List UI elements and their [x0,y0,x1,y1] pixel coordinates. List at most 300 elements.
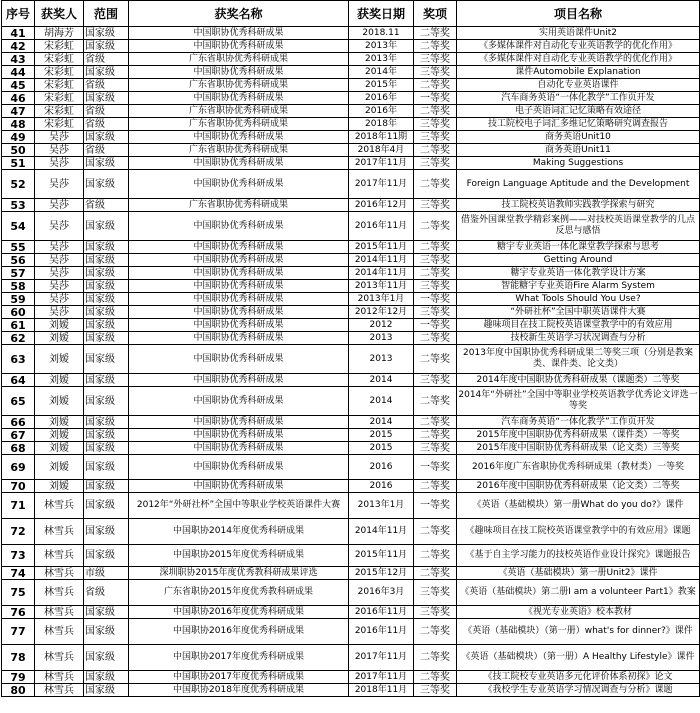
table-row [2,170,700,199]
cell-award: 广东省职协2015年度优秀教科研成果 [129,580,349,606]
cell-date: 2015 [349,442,414,455]
table-row [2,280,700,293]
cell-level: 国家级 [84,306,129,319]
cell-project: 技工院校英语教师实践教学探索与研究 [457,199,700,212]
cell-level: 国家级 [84,241,129,254]
cell-winner: 宋彩虹 [35,105,84,118]
cell-project: 汽车商务英语“一体化教学”工作页开发 [457,416,700,429]
cell-no: 66 [2,416,35,429]
table-row [2,254,700,267]
cell-winner: 刘嫒 [35,319,84,332]
cell-award: 广东省职协优秀科研成果 [129,105,349,118]
cell-project: 自动化专业英语课件 [457,79,700,92]
cell-project: 《趣味项目在技工院校英语课堂教学中的有效应用》课题 [457,519,700,545]
table-row [2,306,700,319]
cell-winner: 刘嫒 [35,332,84,345]
cell-award: 中国职协优秀科研成果 [129,267,349,280]
cell-winner: 吴莎 [35,293,84,306]
cell-project: Getting Around [457,254,700,267]
cell-level: 国家级 [84,645,129,671]
cell-no: 63 [2,345,35,374]
cell-no: 70 [2,480,35,493]
cell-level: 国家级 [84,684,129,697]
table-row [2,267,700,280]
cell-winner: 吴莎 [35,170,84,199]
header-project: 项目名称 [457,1,700,27]
cell-project: 2016年度中国职协优秀科研成果（论文类）二等奖 [457,480,700,493]
cell-award: 中国职协优秀科研成果 [129,480,349,493]
cell-project: 智能糖宇专业英语Fire Alarm System [457,280,700,293]
cell-rank: 二等奖 [414,144,457,157]
cell-award: 中国职协优秀科研成果 [129,293,349,306]
cell-no: 52 [2,170,35,199]
cell-project: 实用英语课件Unit2 [457,27,700,40]
awards-table [1,0,700,697]
cell-rank: 三等奖 [414,53,457,66]
table-row [2,545,700,567]
cell-no: 50 [2,144,35,157]
cell-date: 2013年1月 [349,493,414,519]
cell-project: 借鉴外国课堂教学精彩案例——对技校英语课堂教学的几点反思与感悟 [457,212,700,241]
cell-date: 2016年3月 [349,580,414,606]
cell-project: 课件Automobile Explanation [457,66,700,79]
cell-level: 国家级 [84,267,129,280]
cell-winner: 刘嫒 [35,345,84,374]
cell-project: 《英语（基础模块）第一册What do you do?》课件 [457,493,700,519]
cell-date: 2014年11月 [349,254,414,267]
table-row [2,493,700,519]
cell-date: 2016年 [349,105,414,118]
cell-project: 《英语（基础模块）第一册Unit2》课件 [457,567,700,580]
table-row [2,157,700,170]
cell-no: 64 [2,374,35,387]
table-row [2,131,700,144]
cell-winner: 胡海芳 [35,27,84,40]
table-row [2,79,700,92]
cell-rank: 二等奖 [414,241,457,254]
cell-level: 国家级 [84,293,129,306]
cell-winner: 林雪兵 [35,671,84,684]
table-row [2,387,700,416]
cell-winner: 刘嫒 [35,416,84,429]
cell-date: 2014 [349,416,414,429]
header-level: 范围 [84,1,129,27]
table-row [2,455,700,480]
cell-project: 2016年度广东省职协优秀科研成果（教材类）一等奖 [457,455,700,480]
cell-award: 中国职协优秀科研成果 [129,345,349,374]
cell-level: 国家级 [84,442,129,455]
cell-date: 2018年4月 [349,144,414,157]
cell-date: 2016年12月 [349,199,414,212]
table-row [2,92,700,105]
cell-date: 2015 [349,429,414,442]
cell-level: 国家级 [84,92,129,105]
header-date: 获奖日期 [349,1,414,27]
cell-level: 市级 [84,567,129,580]
cell-rank: 二等奖 [414,671,457,684]
cell-level: 国家级 [84,429,129,442]
cell-award: 广东省职协优秀科研成果 [129,144,349,157]
cell-award: 中国职协优秀科研成果 [129,212,349,241]
cell-award: 中国职协2015年度优秀科研成果 [129,545,349,567]
cell-rank: 二等奖 [414,332,457,345]
cell-rank: 三等奖 [414,199,457,212]
cell-level: 国家级 [84,66,129,79]
cell-award: 中国职协优秀科研成果 [129,254,349,267]
cell-award: 中国职协2016年度优秀科研成果 [129,606,349,619]
cell-level: 国家级 [84,671,129,684]
cell-no: 54 [2,212,35,241]
cell-winner: 林雪兵 [35,519,84,545]
cell-award: 中国职协优秀科研成果 [129,170,349,199]
header-no: 序号 [2,1,35,27]
cell-date: 2017年11月 [349,645,414,671]
cell-date: 2012年12月 [349,306,414,319]
cell-level: 国家级 [84,40,129,53]
cell-level: 国家级 [84,455,129,480]
cell-date: 2014年11月 [349,267,414,280]
cell-winner: 宋彩虹 [35,40,84,53]
cell-date: 2017年11月 [349,170,414,199]
cell-award: 广东省职协优秀科研成果 [129,199,349,212]
table-row [2,40,700,53]
cell-date: 2012 [349,319,414,332]
cell-level: 国家级 [84,480,129,493]
cell-rank: 一等奖 [414,455,457,480]
cell-date: 2017年11月 [349,157,414,170]
cell-project: Foreign Language Aptitude and the Development [457,170,700,199]
cell-date: 2015年11月 [349,241,414,254]
cell-award: 广东省职协优秀科研成果 [129,79,349,92]
table-row [2,332,700,345]
cell-rank: 三等奖 [414,684,457,697]
cell-project: 商务英语Unit11 [457,144,700,157]
cell-rank: 一等奖 [414,493,457,519]
cell-winner: 吴莎 [35,212,84,241]
cell-rank: 二等奖 [414,387,457,416]
cell-winner: 吴莎 [35,254,84,267]
cell-rank: 二等奖 [414,545,457,567]
cell-level: 国家级 [84,374,129,387]
cell-winner: 宋彩虹 [35,66,84,79]
cell-rank: 三等奖 [414,157,457,170]
cell-winner: 刘嫒 [35,429,84,442]
cell-project: 《基于自主学习能力的技校英语作业设计探究》课题报告 [457,545,700,567]
table-row [2,567,700,580]
cell-date: 2017年11月 [349,671,414,684]
cell-rank: 二等奖 [414,567,457,580]
cell-no: 43 [2,53,35,66]
cell-project: 《多媒体课件对自动化专业英语教学的优化作用》 [457,53,700,66]
cell-rank: 二等奖 [414,619,457,645]
cell-no: 49 [2,131,35,144]
cell-winner: 刘嫒 [35,442,84,455]
table-row [2,118,700,131]
cell-award: 中国职协优秀科研成果 [129,40,349,53]
cell-date: 2018年11月 [349,684,414,697]
cell-project: 2015年度中国职协优秀科研成果（课件类）一等奖 [457,429,700,442]
cell-winner: 林雪兵 [35,567,84,580]
cell-winner: 林雪兵 [35,493,84,519]
cell-winner: 吴莎 [35,241,84,254]
cell-project: 《技工院校专业英语多元化评价体系初探》论文 [457,671,700,684]
cell-date: 2014年 [349,66,414,79]
cell-level: 省级 [84,199,129,212]
cell-date: 2016年11月 [349,212,414,241]
table-row [2,212,700,241]
header-row [2,1,700,27]
cell-no: 46 [2,92,35,105]
cell-award: 中国职协2017年度优秀科研成果 [129,671,349,684]
cell-level: 国家级 [84,606,129,619]
cell-no: 55 [2,241,35,254]
cell-no: 68 [2,442,35,455]
cell-level: 国家级 [84,387,129,416]
cell-date: 2015年11月 [349,545,414,567]
cell-award: 中国职协优秀科研成果 [129,157,349,170]
cell-award: 中国职协优秀科研成果 [129,92,349,105]
table-row [2,293,700,306]
cell-project: 《英语（基础模块）（第一册）what's for dinner?》课件 [457,619,700,645]
cell-date: 2018年 [349,118,414,131]
cell-project: 《我校学生专业英语学习情况调查与分析》课题 [457,684,700,697]
cell-winner: 林雪兵 [35,645,84,671]
cell-award: 中国职协优秀科研成果 [129,374,349,387]
cell-date: 2016 [349,455,414,480]
cell-level: 国家级 [84,131,129,144]
cell-winner: 刘嫒 [35,480,84,493]
cell-award: 中国职协优秀科研成果 [129,319,349,332]
cell-no: 62 [2,332,35,345]
table-row [2,684,700,697]
cell-award: 中国职协优秀科研成果 [129,455,349,480]
cell-winner: 刘嫒 [35,455,84,480]
cell-rank: 二等奖 [414,480,457,493]
cell-winner: 宋彩虹 [35,79,84,92]
cell-project: 技工院校电子词汇多维记忆策略研究调查报告 [457,118,700,131]
cell-no: 65 [2,387,35,416]
cell-no: 60 [2,306,35,319]
cell-project: 《英语（基础模块）第二册I am a volunteer Part1》教案 [457,580,700,606]
awards-body [2,27,700,697]
cell-project: 汽车商务英语“一体化教学”工作页开发 [457,92,700,105]
cell-date: 2015年12月 [349,567,414,580]
table-row [2,606,700,619]
cell-level: 国家级 [84,416,129,429]
table-row [2,416,700,429]
cell-date: 2018年11期 [349,131,414,144]
cell-winner: 宋彩虹 [35,53,84,66]
cell-winner: 林雪兵 [35,580,84,606]
cell-award: 深圳职协2015年度优秀教科研成果评选 [129,567,349,580]
cell-rank: 二等奖 [414,170,457,199]
cell-level: 省级 [84,144,129,157]
cell-rank: 一等奖 [414,319,457,332]
cell-level: 国家级 [84,319,129,332]
cell-award: 中国职协2014年度优秀科研成果 [129,519,349,545]
cell-project: 商务英语Unit10 [457,131,700,144]
cell-rank: 二等奖 [414,416,457,429]
cell-no: 67 [2,429,35,442]
cell-award: 广东省职协优秀科研成果 [129,118,349,131]
cell-level: 省级 [84,118,129,131]
cell-no: 45 [2,79,35,92]
cell-award: 2012年“外研社杯”全国中等职业学校英语课件大赛 [129,493,349,519]
cell-date: 2016年11月 [349,619,414,645]
cell-no: 51 [2,157,35,170]
table-row [2,580,700,606]
cell-award: 中国职协优秀科研成果 [129,387,349,416]
cell-rank: 二等奖 [414,519,457,545]
cell-no: 58 [2,280,35,293]
cell-date: 2018.11 [349,27,414,40]
cell-project: “外研社杯”全国中职英语课件大赛 [457,306,700,319]
table-row [2,241,700,254]
cell-level: 国家级 [84,157,129,170]
cell-winner: 吴莎 [35,280,84,293]
cell-project: 2015年度中国职协优秀科研成果（论文类）三等奖 [457,442,700,455]
cell-award: 中国职协优秀科研成果 [129,280,349,293]
cell-winner: 吴莎 [35,157,84,170]
cell-level: 国家级 [84,519,129,545]
cell-no: 56 [2,254,35,267]
table-row [2,53,700,66]
cell-date: 2013年 [349,53,414,66]
cell-rank: 三等奖 [414,131,457,144]
cell-winner: 刘嫒 [35,374,84,387]
cell-rank: 二等奖 [414,645,457,671]
cell-rank: 三等奖 [414,280,457,293]
cell-no: 74 [2,567,35,580]
table-row [2,619,700,645]
cell-no: 79 [2,671,35,684]
cell-rank: 二等奖 [414,267,457,280]
table-row [2,480,700,493]
cell-project: 糖宇专业英语一体化教学设计方案 [457,267,700,280]
cell-no: 78 [2,645,35,671]
cell-winner: 宋彩虹 [35,92,84,105]
cell-date: 2014 [349,374,414,387]
cell-winner: 林雪兵 [35,606,84,619]
table-row [2,374,700,387]
cell-no: 42 [2,40,35,53]
cell-project: 2014年度中国职协优秀科研成果（课题类）二等奖 [457,374,700,387]
table-row [2,199,700,212]
cell-date: 2016年11月 [349,606,414,619]
table-row [2,429,700,442]
table-row [2,442,700,455]
cell-date: 2015年 [349,79,414,92]
cell-no: 47 [2,105,35,118]
cell-award: 中国职协优秀科研成果 [129,131,349,144]
cell-level: 国家级 [84,170,129,199]
cell-rank: 三等奖 [414,374,457,387]
cell-project: 《视光专业英语》校本教材 [457,606,700,619]
cell-date: 2013 [349,345,414,374]
cell-level: 省级 [84,79,129,92]
cell-level: 国家级 [84,332,129,345]
cell-no: 69 [2,455,35,480]
cell-award: 中国职协优秀科研成果 [129,332,349,345]
cell-date: 2013年 [349,40,414,53]
table-row [2,671,700,684]
cell-date: 2013 [349,332,414,345]
cell-award: 中国职协优秀科研成果 [129,66,349,79]
cell-rank: 三等奖 [414,580,457,606]
cell-rank: 一等奖 [414,92,457,105]
cell-level: 国家级 [84,345,129,374]
cell-award: 广东省职协优秀科研成果 [129,53,349,66]
cell-winner: 吴莎 [35,199,84,212]
cell-date: 2013年1月 [349,293,414,306]
cell-level: 省级 [84,105,129,118]
cell-award: 中国职协优秀科研成果 [129,241,349,254]
cell-project: 电子英语词汇记忆策略有效途径 [457,105,700,118]
cell-winner: 林雪兵 [35,619,84,645]
cell-no: 76 [2,606,35,619]
cell-rank: 二等奖 [414,105,457,118]
cell-rank: 三等奖 [414,66,457,79]
cell-rank: 三等奖 [414,606,457,619]
cell-project: 糖宇专业英语一体化课堂教学探索与思考 [457,241,700,254]
table-row [2,645,700,671]
cell-winner: 吴莎 [35,306,84,319]
table-row [2,319,700,332]
cell-project: 趣味项目在技工院校英语课堂教学中的有效应用 [457,319,700,332]
cell-winner: 刘嫒 [35,387,84,416]
cell-rank: 三等奖 [414,442,457,455]
cell-level: 国家级 [84,212,129,241]
table-row [2,105,700,118]
cell-project: 2014年“外研社”全国中等职业学校英语教学优秀论文评选一等奖 [457,387,700,416]
header-winner: 获奖人 [35,1,84,27]
cell-rank: 三等奖 [414,118,457,131]
cell-no: 61 [2,319,35,332]
cell-award: 中国职协2017年度优秀科研成果 [129,645,349,671]
cell-winner: 吴莎 [35,267,84,280]
table-row [2,66,700,79]
cell-no: 80 [2,684,35,697]
cell-level: 国家级 [84,280,129,293]
cell-no: 48 [2,118,35,131]
cell-winner: 林雪兵 [35,545,84,567]
cell-winner: 宋彩虹 [35,118,84,131]
cell-award: 中国职协优秀科研成果 [129,416,349,429]
cell-no: 71 [2,493,35,519]
cell-project: 技校新生英语学习状况调查与分析 [457,332,700,345]
cell-award: 中国职协优秀科研成果 [129,27,349,40]
cell-no: 41 [2,27,35,40]
cell-rank: 二等奖 [414,79,457,92]
cell-award: 中国职协优秀科研成果 [129,306,349,319]
cell-no: 77 [2,619,35,645]
table-row [2,345,700,374]
cell-date: 2016 [349,480,414,493]
cell-date: 2014年11月 [349,519,414,545]
cell-no: 44 [2,66,35,79]
cell-rank: 二等奖 [414,212,457,241]
table-row [2,27,700,40]
cell-project: What Tools Should You Use? [457,293,700,306]
cell-winner: 林雪兵 [35,684,84,697]
table-row [2,519,700,545]
cell-award: 中国职协2016年度优秀科研成果 [129,619,349,645]
cell-project: Making Suggestions [457,157,700,170]
cell-rank: 二等奖 [414,27,457,40]
cell-no: 57 [2,267,35,280]
cell-no: 75 [2,580,35,606]
cell-winner: 吴莎 [35,131,84,144]
